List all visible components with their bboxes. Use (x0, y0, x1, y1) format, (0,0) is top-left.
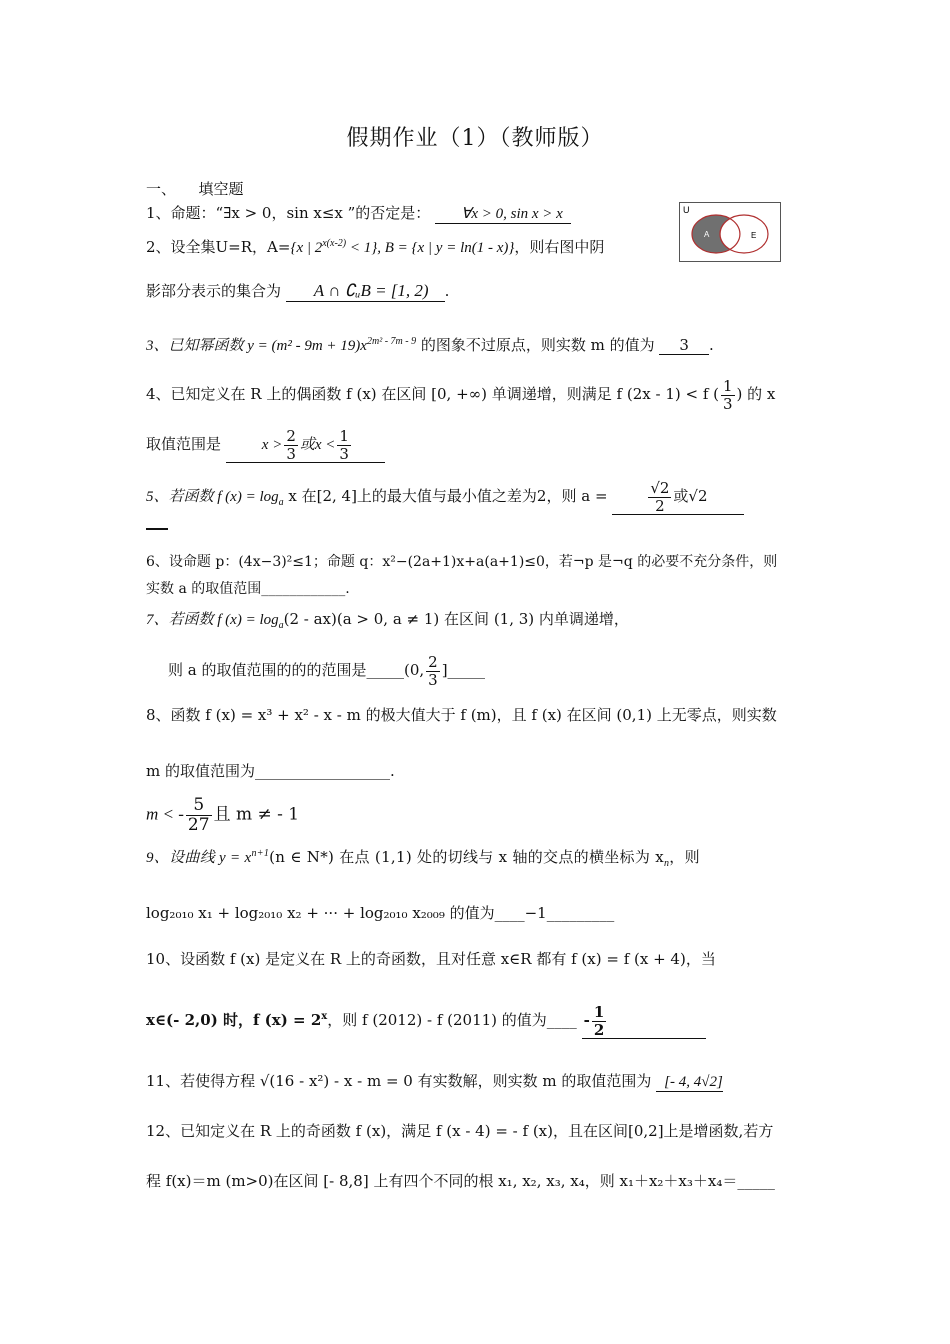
q2-text: 2、设全集U=R，A= (146, 238, 291, 256)
q2-set: {x | 2 (290, 240, 323, 256)
question-2 (146, 236, 676, 257)
question-4-line2 (146, 428, 811, 463)
question-9-line1: 9、设曲线 $y = x^{n+1}(n$ ∈ N*) 在点 (1,1) 处的切线与 x 轴的交点的横坐标为 $x_n$，则 (146, 848, 700, 869)
q1-text: 1、命题：“∃x > 0，sin x≤x ”的否定是： (146, 204, 431, 222)
question-6-line2: 实数 a 的取值范围____________. (146, 581, 350, 597)
q10-answer: - $\frac{1}{2}$ (582, 1004, 707, 1039)
q4-line2: 取值范围是 (146, 435, 222, 453)
q3-text: 3、已知幂函数 y = (m² - 9m + 19)x (146, 338, 367, 354)
venn-label-a: A (704, 230, 710, 239)
venn-svg (680, 203, 780, 261)
q5-underline-continuation (146, 528, 168, 530)
q3-tail: 的图象不过原点，则实数 m 的值为 (416, 336, 655, 354)
venn-label-e: E (751, 231, 757, 240)
q5-text: 5、若函数 f (x) = log (146, 489, 279, 505)
q2-exp: x(x-2) (322, 238, 347, 249)
question-7-line2: 则 a 的取值范围的的的范围是_____(0, $\frac{2}{3}$ ]_____ (168, 653, 486, 689)
q4-text: 4、已知定义在 R 上的偶函数 f (x) 在区间 [0, +∞) 单调递增，则满足 f (2x - 1) < f ( (146, 385, 719, 403)
q4-answer: x > $\frac{2}{3}$ 或x < $\frac{1}{3}$ (226, 428, 385, 463)
q3-answer: 3 (659, 336, 709, 355)
venn-label-u: U (683, 205, 690, 215)
q2-answer: A ∩ ∁ᵤB = [1, 2) (286, 281, 445, 302)
question-8-answer: m < - $\frac{5}{27}$ 且 m ≠ - 1 (146, 795, 300, 835)
question-2-line2: 影部分表示的集合为 A ∩ ∁ᵤB = [1, 2) . (146, 281, 450, 300)
question-12-line2: 程 f(x)＝m (m>0)在区间 [- 8,8] 上有四个不同的根 x₁, x₂, x₃, x₄，则 x₁＋x₂＋x₃＋x₄＝_____ (146, 1172, 775, 1190)
q5-answer: $\frac{√2}{2}$ 或√2 (612, 480, 743, 515)
section-heading: 一、 填空题 (146, 180, 244, 198)
question-8-line1: 8、函数 f (x) = x³ + x² - x - m 的极大值大于 f (m)，且 f (x) 在区间 (0,1) 上无零点，则实数 (146, 706, 777, 724)
q11-answer: [- 4, 4√2] (656, 1074, 723, 1092)
q2-line2: 影部分表示的集合为 (146, 282, 282, 300)
question-7: 7、若函数 f $(x) = \log_a(2 - ax)(a > 0$, a ≠ 1) 在区间 (1, 3) 内单调递增， (146, 610, 629, 631)
q3-exp: 2m² - 7m - 9 (366, 336, 417, 347)
question-9-line2: log₂₀₁₀ x₁ + log₂₀₁₀ x₂ + ··· + log₂₀₁₀ x₂₀₀₉ 的值为____−1_________ (146, 904, 615, 922)
q4-frac: $\frac{1}{3}$ (723, 377, 733, 413)
q5-tail: x 在[2, 4]上的最大值与最小值之差为2，则 a = (283, 487, 608, 505)
question-6-line1: 6、设命题 p：(4x−3)²≤1；命题 q：x²−(2a+1)x+a(a+1)≤0，若¬p 是¬q 的必要不充分条件，则 (146, 554, 778, 570)
question-12-line1: 12、已知定义在 R 上的奇函数 f (x)，满足 f (x - 4) = - f (x)，且在区间[0,2]上是增函数,若方 (146, 1122, 774, 1140)
question-11: 11、若使得方程 √(16 - x²) - x - m = 0 有实数解，则实数 m 的取值范围为 [- 4, 4√2] (146, 1072, 723, 1090)
question-10-line2: x∈(- 2,0) 时，f $(x) = 2^x$，则 f (2012) - f (2011) 的值为____ - $\frac{1}{2}$ (146, 1004, 811, 1039)
q2-rest: < 1}, B = {x | y = ln(1 - x)} (346, 240, 515, 256)
question-5: 5、若函数 f $(x) = \log_a x$ 在[2, 4]上的最大值与最小值之差为2，则 a = $\frac{√2}{2}$ 或√2 (146, 480, 811, 515)
question-3: 3、已知幂函数 $y = (m^2 - 9m + 19)x^{2m^2 - 7m - 9}$ 的图象不过原点，则实数 m 的值为 3 . (146, 336, 714, 354)
q1-answer: ∀x > 0, sin x > x (435, 204, 571, 224)
q2-tail: ，则右图中阴 (514, 238, 605, 256)
venn-diagram (679, 202, 781, 262)
question-8-line2: m 的取值范围为__________________. (146, 762, 395, 780)
question-10-line1: 10、设函数 f (x) 是定义在 R 上的奇函数，且对任意 x∈R 都有 f (x) = f (x + 4)，当 (146, 950, 716, 968)
q4-tail: ) 的 x (736, 385, 776, 403)
page-title: 假期作业（1）（教师版） (346, 126, 604, 151)
question-4 (146, 378, 811, 412)
